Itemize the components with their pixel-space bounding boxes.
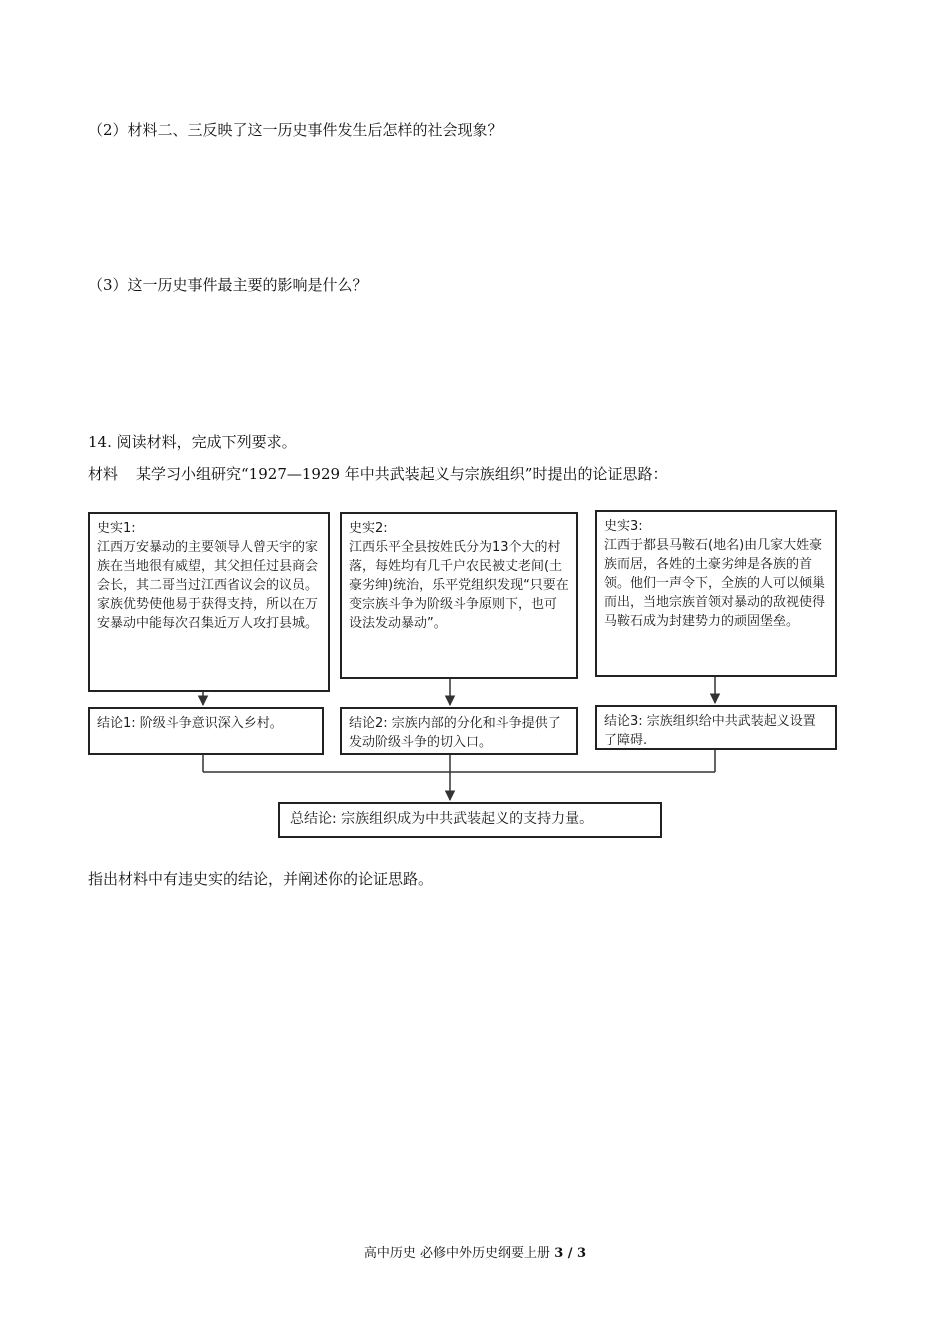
- fact-2-box: [340, 512, 578, 679]
- fact-2-title: 史实2:: [349, 521, 388, 536]
- footer-title: 高中历史 必修中外历史纲要上册: [363, 1246, 551, 1261]
- page-footer: [0, 1245, 950, 1263]
- material-text: 某学习小组研究“1927—1929 年中共武装起义与宗族组织”时提出的论证思路：: [136, 465, 668, 483]
- fact-3-title: 史实3:: [604, 519, 643, 534]
- question-3: （3）这一历史事件最主要的影响是什么？: [88, 276, 368, 294]
- conclusion-3-text: 结论3: 宗族组织给中共武装起义设置了障碍.: [604, 714, 816, 748]
- final-conclusion-text: 总结论: 宗族组织成为中共武装起义的支持力量。: [290, 811, 594, 827]
- material-line: [88, 464, 667, 484]
- question-14-heading: 14. 阅读材料，完成下列要求。: [88, 433, 297, 451]
- conclusion-2-box: [340, 707, 578, 755]
- fact-1-box: [88, 512, 330, 692]
- final-conclusion-box: [278, 802, 662, 838]
- fact-3-text: 江西于都县马鞍石(地名)由几家大姓豪族而居，各姓的土豪劣绅是各族的首领。他们一声令下，全族的人可以倾巢而出，当地宗族首领对暴动的敌视使得马鞍石成为封建势力的顽固堡垒。: [604, 538, 826, 629]
- conclusion-3-box: [595, 705, 837, 750]
- fact-2-text: 江西乐平全县按姓氏分为13个大的村落，每姓均有几千户农民被丈老间(土豪劣绅)统治，乐平党组织发现“只要在变宗族斗争为阶级斗争原则下，也可设法发动暴动”。: [349, 540, 569, 631]
- question-14-instruction: 指出材料中有违史实的结论，并阐述你的论证思路。: [88, 870, 434, 888]
- material-label: 材料: [88, 465, 119, 483]
- conclusion-2-text: 结论2: 宗族内部的分化和斗争提供了发动阶级斗争的切入口。: [349, 716, 561, 750]
- fact-3-box: [595, 510, 837, 677]
- page-number: 3 / 3: [554, 1246, 587, 1261]
- fact-1-text: 江西万安暴动的主要领导人曾天宇的家族在当地很有威望，其父担任过县商会会长，其二哥当过江西省议会的议员。家族优势使他易于获得支持，所以在万安暴动中能每次召集近万人攻打县城。: [97, 540, 319, 631]
- argument-flowchart: [85, 500, 845, 845]
- question-2: （2）材料二、三反映了这一历史事件发生后怎样的社会现象？: [88, 121, 503, 139]
- conclusion-1-text: 结论1: 阶级斗争意识深入乡村。: [97, 716, 283, 731]
- fact-1-title: 史实1:: [97, 521, 136, 536]
- conclusion-1-box: [88, 707, 324, 755]
